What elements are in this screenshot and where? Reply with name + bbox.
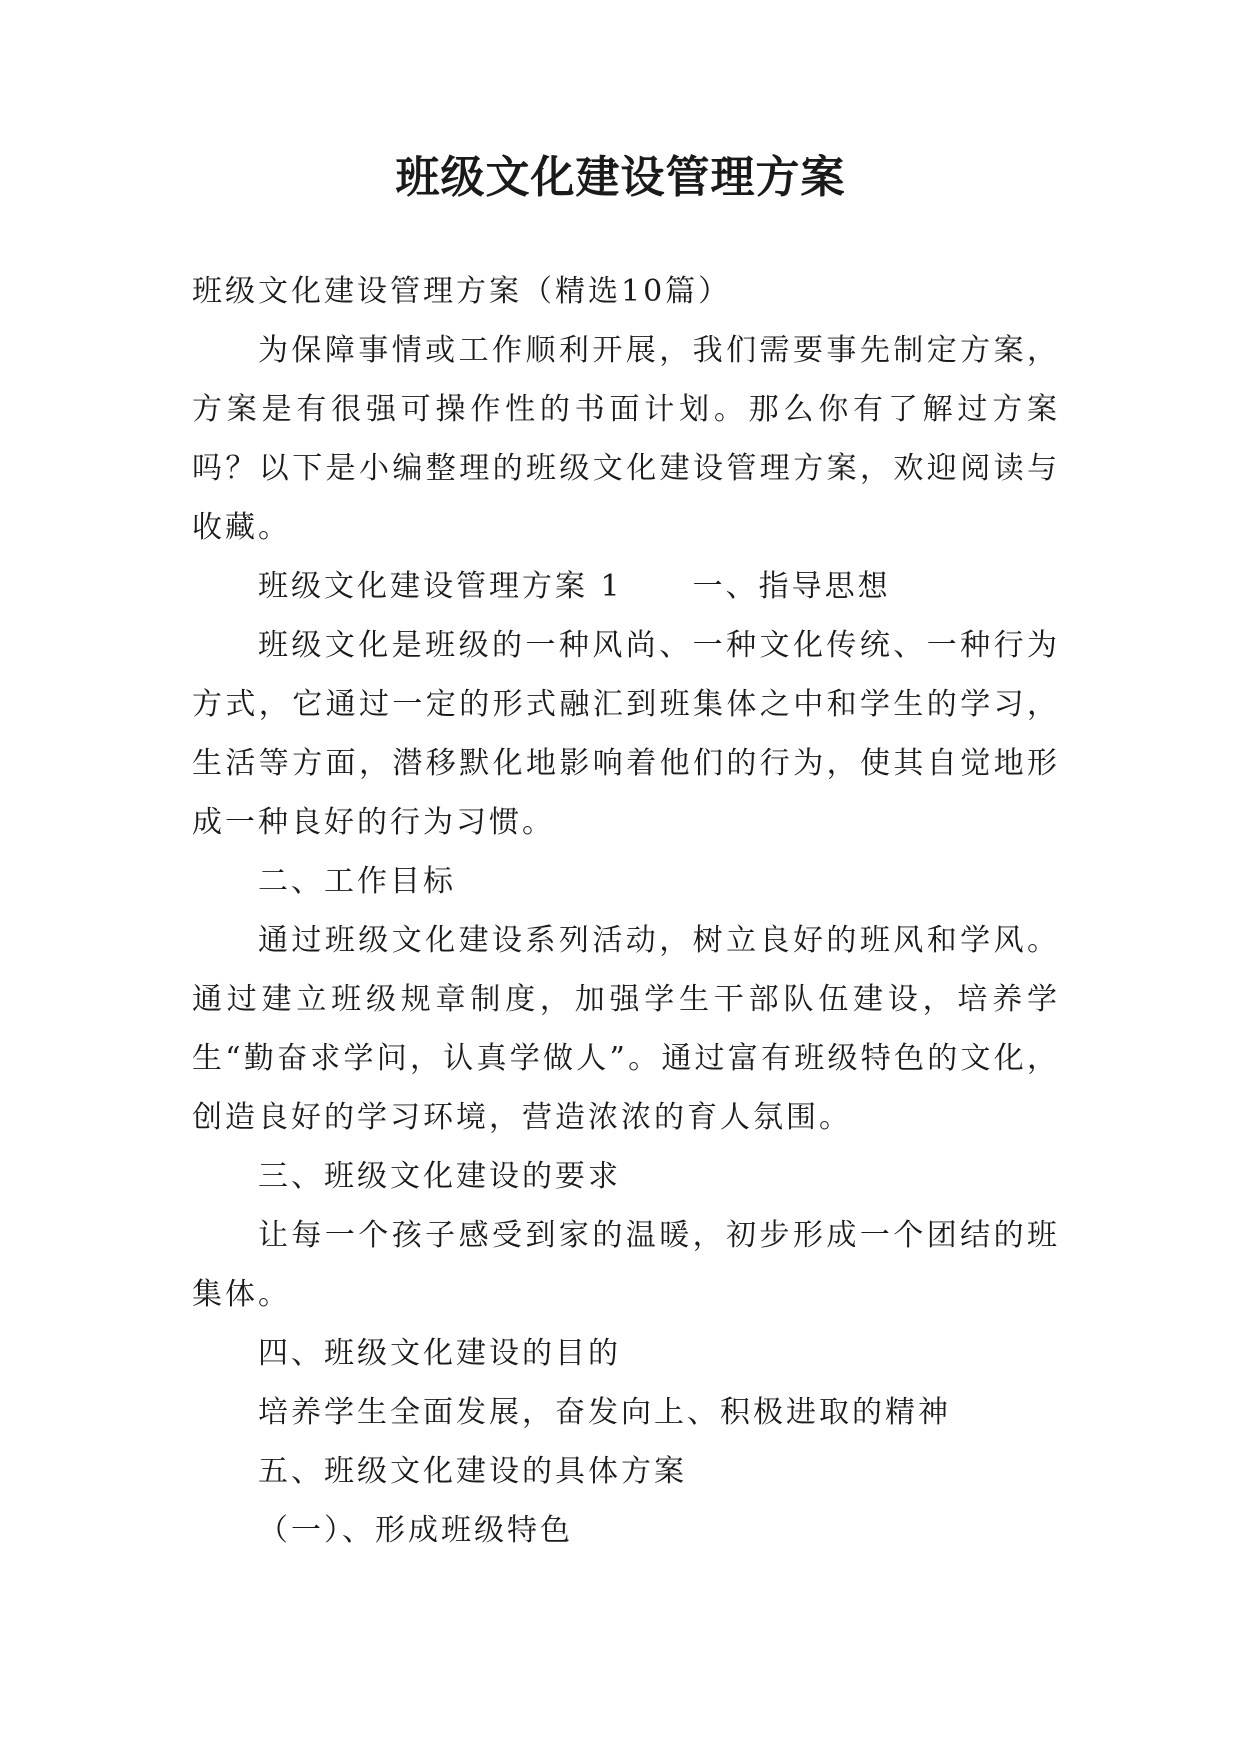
- document-title: 班级文化建设管理方案: [395, 152, 846, 203]
- intro-paragraph: 为保障事情或工作顺利开展，我们需要事先制定方案，方案是有很强可操作性的书面计划。那么你有了解过方案吗？以下是小编整理的班级文化建设管理方案，欢迎阅读与收藏。: [192, 333, 1060, 545]
- paragraph-guiding-ideology: 班级文化是班级的一种风尚、一种文化传统、一种行为方式，它通过一定的形式融汇到班集体之中和学生的学习，生活等方面，潜移默化地影响着他们的行为，使其自觉地形成一种良好的行为习惯。: [192, 628, 1060, 840]
- paragraph-requirements: 让每一个孩子感受到家的温暖，初步形成一个团结的班集体。: [192, 1218, 1060, 1312]
- document-subtitle: 班级文化建设管理方案（精选10篇）: [192, 274, 732, 309]
- document-body: [192, 262, 1060, 1560]
- heading-purpose: 四、班级文化建设的目的: [258, 1336, 621, 1371]
- paragraph-purpose: 培养学生全面发展，奋发向上、积极进取的精神: [258, 1395, 951, 1430]
- heading-guiding-ideology: 一、指导思想: [692, 569, 891, 604]
- heading-work-goals: 二、工作目标: [258, 864, 456, 899]
- section-label: 班级文化建设管理方案 1: [258, 569, 623, 604]
- subheading-class-features: （一）、形成班级特色: [258, 1513, 573, 1548]
- paragraph-work-goals: 通过班级文化建设系列活动，树立良好的班风和学风。通过建立班级规章制度，加强学生干部队伍建设，培养学生“勤奋求学问，认真学做人”。通过富有班级特色的文化，创造良好的学习环境，营造浓浓的育人氛围。: [192, 923, 1060, 1135]
- heading-requirements: 三、班级文化建设的要求: [258, 1159, 621, 1194]
- heading-specific-plan: 五、班级文化建设的具体方案: [258, 1454, 687, 1489]
- section-heading-line: [192, 557, 1060, 616]
